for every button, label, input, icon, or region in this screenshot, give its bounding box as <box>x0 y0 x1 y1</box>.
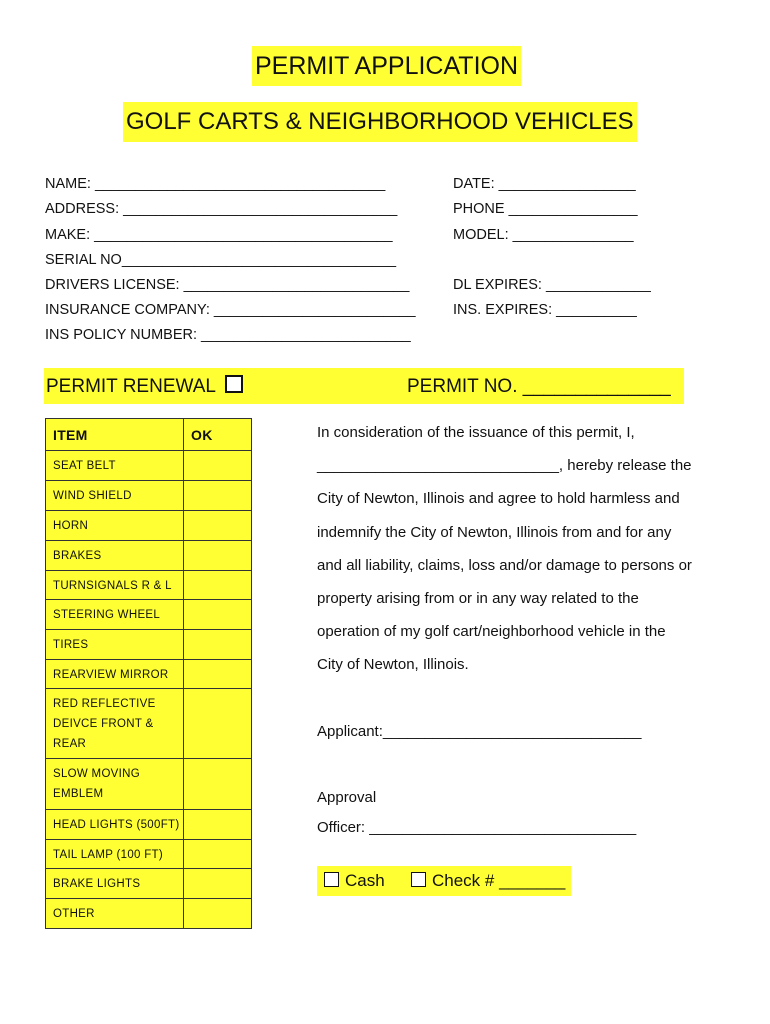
insurance-company-field[interactable]: INSURANCE COMPANY: _________________________ <box>45 302 416 318</box>
checklist-row <box>46 899 252 929</box>
inspection-checklist <box>45 418 252 929</box>
checklist-header-ok: OK <box>184 419 252 451</box>
checklist-row <box>46 481 252 511</box>
make-field[interactable]: MAKE: _____________________________________ <box>45 227 393 243</box>
checklist-item-label: WIND SHIELD <box>53 490 132 502</box>
release-text-line: City of Newton, Illinois. <box>317 656 469 674</box>
officer-signature-field[interactable]: Officer: ________________________________ <box>317 819 637 836</box>
checklist-ok-cell[interactable] <box>184 660 252 689</box>
form-title: PERMIT APPLICATION <box>252 46 521 86</box>
release-text-line: operation of my golf cart/neighborhood vehicle in the <box>317 623 666 641</box>
checklist-row <box>46 759 252 810</box>
cash-option[interactable] <box>324 870 385 892</box>
check-checkbox[interactable] <box>411 872 426 887</box>
ins-expires-field[interactable]: INS. EXPIRES: __________ <box>453 302 637 318</box>
checklist-ok-cell[interactable] <box>184 630 252 660</box>
checklist-item-label: REARVIEW MIRROR <box>53 669 169 681</box>
checklist-item-label: BRAKE LIGHTS <box>53 878 141 890</box>
release-text-line: property arising from or in any way related to the <box>317 590 639 607</box>
checklist-item-label: SLOW MOVING <box>53 768 141 780</box>
permit-renewal-label: PERMIT RENEWAL <box>46 376 216 397</box>
permit-number-field[interactable]: PERMIT NO. ______________ <box>407 376 671 397</box>
applicant-signature-field[interactable]: Applicant:_______________________________ <box>317 723 642 740</box>
form-subtitle: GOLF CARTS & NEIGHBORHOOD VEHICLES <box>123 102 637 142</box>
checklist-row <box>46 600 252 630</box>
checklist-item-label: SEAT BELT <box>53 460 116 472</box>
phone-field[interactable]: PHONE ________________ <box>453 201 638 217</box>
checklist-item-cell <box>46 451 184 481</box>
ins-policy-number-field[interactable]: INS POLICY NUMBER: __________________________ <box>45 327 411 343</box>
checklist-item-label: EMBLEM <box>53 788 104 800</box>
checklist-item-label: HEAD LIGHTS (500FT) <box>53 819 180 831</box>
checklist-item-cell <box>46 660 184 689</box>
serial-number-field[interactable]: SERIAL NO__________________________________ <box>45 252 397 268</box>
address-field[interactable]: ADDRESS: __________________________________ <box>45 201 398 217</box>
checklist-row <box>46 511 252 541</box>
checklist-item-label: RED REFLECTIVE <box>53 698 156 710</box>
checklist-ok-cell[interactable] <box>184 689 252 759</box>
checklist-header-item: ITEM <box>46 419 184 451</box>
checklist-item-cell <box>46 899 184 929</box>
checklist-ok-cell[interactable] <box>184 899 252 929</box>
approval-label: Approval <box>317 789 377 806</box>
checklist-row <box>46 869 252 899</box>
checklist-ok-cell[interactable] <box>184 571 252 600</box>
checklist-ok-cell[interactable] <box>184 869 252 899</box>
checklist-item-label: DEIVCE FRONT & <box>53 718 154 730</box>
checklist-item-label: BRAKES <box>53 550 102 562</box>
checklist-item-label: REAR <box>53 738 87 750</box>
checklist-row <box>46 451 252 481</box>
checklist-row <box>46 660 252 689</box>
model-field[interactable]: MODEL: _______________ <box>453 227 634 243</box>
date-field[interactable]: DATE: _________________ <box>453 176 636 192</box>
check-option[interactable] <box>411 870 565 892</box>
release-text-line: City of Newton, Illinois and agree to hold harmless and <box>317 490 680 508</box>
checklist-item-label: STEERING WHEEL <box>53 609 161 621</box>
checklist-ok-cell[interactable] <box>184 481 252 511</box>
checklist-item-label: TURNSIGNALS R & L <box>53 580 172 592</box>
checklist-row <box>46 810 252 840</box>
dl-expires-field[interactable]: DL EXPIRES: _____________ <box>453 277 651 293</box>
checklist-item-cell <box>46 840 184 869</box>
checklist-item-cell <box>46 869 184 899</box>
checklist-row <box>46 840 252 869</box>
checklist-item-label: OTHER <box>53 908 95 920</box>
checklist-item-cell <box>46 630 184 660</box>
checklist-item-cell <box>46 571 184 600</box>
checklist-item-label: TIRES <box>53 639 89 651</box>
checklist-item-cell <box>46 689 184 759</box>
checklist-item-label: TAIL LAMP (100 FT) <box>53 849 163 861</box>
cash-checkbox[interactable] <box>324 872 339 887</box>
permit-renewal-checkbox[interactable] <box>225 375 243 393</box>
checklist-item-cell <box>46 600 184 630</box>
checklist-item-cell <box>46 810 184 840</box>
checklist-ok-cell[interactable] <box>184 511 252 541</box>
checklist-ok-cell[interactable] <box>184 600 252 630</box>
check-number-field[interactable]: Check # _______ <box>432 871 566 890</box>
checklist-ok-cell[interactable] <box>184 759 252 810</box>
checklist-ok-cell[interactable] <box>184 541 252 571</box>
release-text-line: indemnify the City of Newton, Illinois from and for any <box>317 523 672 541</box>
checklist-row <box>46 689 252 759</box>
checklist-ok-cell[interactable] <box>184 451 252 481</box>
checklist-row <box>46 541 252 571</box>
checklist-row <box>46 571 252 600</box>
release-text-line[interactable]: _____________________________, hereby release the <box>317 457 692 475</box>
drivers-license-field[interactable]: DRIVERS LICENSE: ____________________________ <box>45 277 410 293</box>
checklist-ok-cell[interactable] <box>184 810 252 840</box>
checklist-item-label: HORN <box>53 520 89 532</box>
checklist-item-cell <box>46 481 184 511</box>
release-text-line: In consideration of the issuance of this permit, I, <box>317 424 635 441</box>
cash-label: Cash <box>345 871 385 890</box>
checklist-ok-cell[interactable] <box>184 840 252 869</box>
checklist-item-cell <box>46 541 184 571</box>
release-text-line: and all liability, claims, loss and/or damage to persons or <box>317 556 692 574</box>
name-field[interactable]: NAME: ____________________________________ <box>45 176 386 192</box>
checklist-row <box>46 630 252 660</box>
checklist-item-cell <box>46 511 184 541</box>
checklist-item-cell <box>46 759 184 810</box>
